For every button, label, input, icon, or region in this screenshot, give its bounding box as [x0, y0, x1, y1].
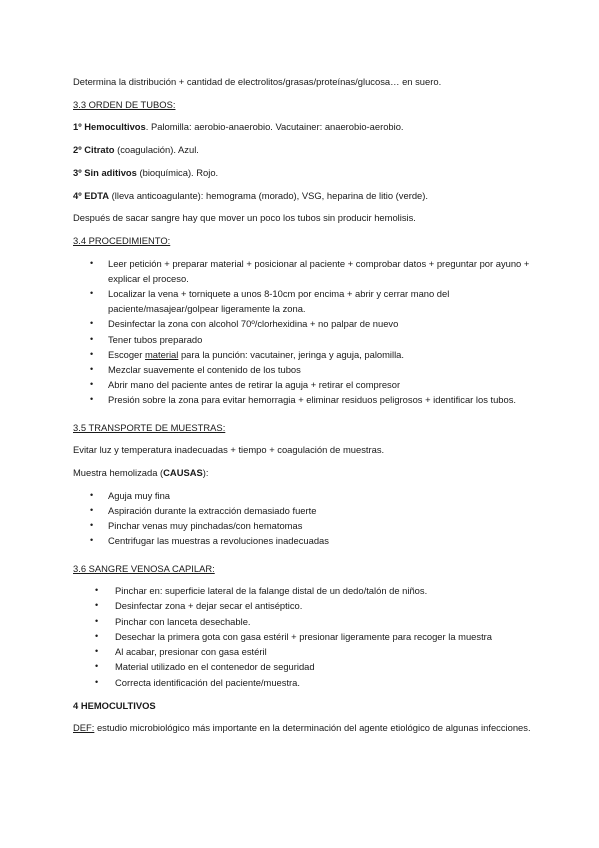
list-item-text: Correcta identificación del paciente/muestra.	[115, 676, 300, 688]
list-item-text: Desinfectar la zona con alcohol 70º/clorhexidina + no palpar de nuevo	[108, 318, 399, 330]
list-item	[73, 629, 539, 644]
tube-name: Citrato	[84, 144, 115, 156]
list-item-text: Al acabar, presionar con gasa estéril	[115, 646, 267, 658]
procedure-list	[73, 256, 539, 408]
list-item	[73, 332, 539, 347]
list-item	[73, 256, 539, 286]
definition-body: estudio microbiológico más importante en la determinación del agente etiológico de algunas infecciones.	[94, 722, 531, 734]
tube-desc: . Palomilla: aerobio-anaerobio. Vacutainer: anaerobio-aerobio.	[145, 121, 404, 133]
tube-desc: (lleva anticoagulante): hemograma (morado), VSG, heparina de litio (verde).	[109, 189, 428, 201]
bullet-icon: •	[90, 288, 94, 299]
bullet-icon: •	[95, 646, 99, 657]
tube-number: 1º	[73, 121, 82, 133]
tube-desc: (coagulación). Azul.	[114, 144, 199, 156]
tube-name: Sin aditivos	[84, 166, 137, 178]
bullet-icon: •	[95, 600, 99, 611]
list-item	[73, 659, 539, 674]
list-item-text: Desechar la primera gota con gasa estéril + presionar ligeramente para recoger la muestra	[115, 630, 493, 642]
list-item	[73, 614, 539, 629]
bullet-icon: •	[90, 257, 94, 268]
definition-text	[73, 720, 539, 735]
list-item	[73, 533, 539, 548]
causes-label-bold: CAUSAS	[163, 467, 203, 479]
material-before: Escoger	[108, 348, 145, 360]
bullet-icon: •	[90, 364, 94, 375]
list-item	[73, 362, 539, 377]
list-item	[73, 488, 539, 503]
list-item	[73, 347, 539, 362]
causes-label-before: Muestra hemolizada (	[73, 467, 164, 479]
bullet-icon: •	[95, 676, 99, 687]
list-item-text: Presión sobre la zona para evitar hemorragia + eliminar residuos peligrosos + identificar los tubos.	[108, 394, 517, 406]
list-item	[73, 316, 539, 331]
list-item-text: Desinfectar zona + dejar secar el antiséptico.	[115, 600, 303, 612]
list-item-text: Localizar la vena + torniquete a unos 8-10cm por encima + abrir y cerrar mano del paciente/masajear/golpear ligeramente la zona.	[108, 288, 450, 315]
intro-text: Determina la distribución + cantidad de electrolitos/grasas/proteínas/glucosa… en suero.	[73, 76, 442, 87]
causes-label-after: ):	[202, 467, 209, 479]
list-item	[73, 644, 539, 659]
tube-number: 2º	[73, 144, 82, 156]
bullet-icon: •	[90, 504, 94, 515]
list-item	[73, 377, 539, 392]
material-underlined: material	[145, 348, 179, 360]
bullet-icon: •	[90, 520, 94, 531]
list-item	[73, 583, 539, 598]
definition-label: DEF:	[73, 722, 95, 734]
bullet-icon: •	[95, 585, 99, 596]
list-item-text: Material utilizado en el contenedor de seguridad	[115, 661, 315, 673]
section-heading-transporte: 3.5 TRANSPORTE DE MUESTRAS:	[73, 421, 226, 433]
list-item-text	[108, 349, 404, 360]
list-item	[73, 675, 539, 690]
bullet-icon: •	[90, 318, 94, 329]
list-item-text: Abrir mano del paciente antes de retirar la aguja + retirar el compresor	[108, 379, 401, 391]
tube-item	[73, 119, 539, 134]
capillary-list	[73, 583, 539, 689]
tubes-note: Después de sacar sangre hay que mover un poco los tubos sin producir hemolisis.	[73, 212, 416, 224]
list-item	[73, 503, 539, 518]
list-item-text: Pinchar venas muy pinchadas/con hematomas	[108, 520, 303, 532]
material-after: para la punción: vacutainer, jeringa y aguja, palomilla.	[178, 348, 405, 360]
bullet-icon: •	[95, 661, 99, 672]
list-item-text: Mezclar suavemente el contenido de los tubos	[108, 364, 301, 376]
tube-desc: (bioquímica). Rojo.	[136, 166, 219, 178]
bullet-icon: •	[90, 489, 94, 500]
bullet-icon: •	[90, 333, 94, 344]
tube-name: Hemocultivos	[84, 121, 146, 133]
tube-item	[73, 165, 539, 180]
list-item-text: Aspiración durante la extracción demasiado fuerte	[108, 504, 317, 516]
list-item	[73, 518, 539, 533]
tube-name: EDTA	[84, 189, 110, 201]
list-item-text: Pinchar en: superficie lateral de la falange distal de un dedo/talón de niños.	[115, 585, 428, 597]
bullet-icon: •	[95, 630, 99, 641]
list-item	[73, 598, 539, 613]
list-item	[73, 392, 539, 407]
section-heading-hemocultivos: 4 HEMOCULTIVOS	[73, 699, 156, 711]
bullet-icon: •	[95, 615, 99, 626]
list-item-text: Centrifugar las muestras a revoluciones inadecuadas	[108, 535, 329, 547]
bullet-icon: •	[90, 394, 94, 405]
bullet-icon: •	[90, 379, 94, 390]
bullet-icon: •	[90, 348, 94, 359]
list-item-text: Tener tubos preparado	[108, 333, 203, 345]
transport-text: Evitar luz y temperatura inadecuadas + tiempo + coagulación de muestras.	[73, 444, 385, 456]
section-heading-orden-tubos: 3.3 ORDEN DE TUBOS:	[73, 98, 176, 110]
tube-number: 4º	[73, 189, 82, 201]
tube-number: 3º	[73, 166, 82, 178]
list-item-text: Leer petición + preparar material + posicionar al paciente + comprobar datos + preguntar por ayuno + explicar el proceso.	[108, 257, 530, 284]
tube-item	[73, 188, 539, 203]
bullet-icon: •	[90, 535, 94, 546]
section-heading-procedimiento: 3.4 PROCEDIMIENTO:	[73, 234, 171, 246]
list-item-text: Pinchar con lanceta desechable.	[115, 615, 251, 627]
list-item	[73, 286, 539, 316]
tube-item	[73, 142, 539, 157]
list-item-text: Aguja muy fina	[108, 489, 171, 501]
causes-label	[73, 465, 539, 480]
section-heading-sangre-capilar: 3.6 SANGRE VENOSA CAPILAR:	[73, 562, 215, 574]
causes-list	[73, 488, 539, 549]
